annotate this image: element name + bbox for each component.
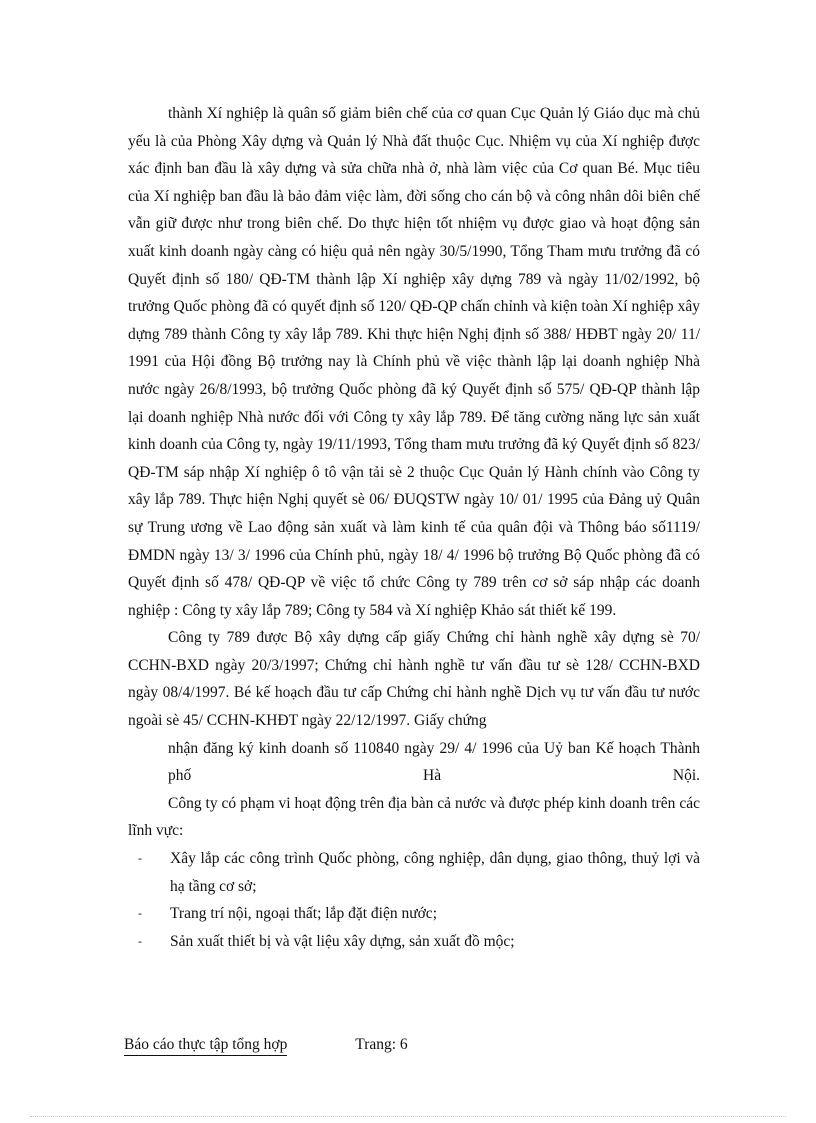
- dash-bullet-icon: -: [138, 933, 142, 948]
- paragraph-certificates: Công ty 789 được Bộ xây dựng cấp giấy Chứng chỉ hành nghề xây dựng sè 70/ CCHN-BXD ngày 20/3/1997; Chứng chỉ hành nghề tư vấn đầu tư sè 128/ CCHN-BXD ngày 08/4/1997. Bé kế hoạch đầu tư cấp Chứng chỉ hành nghề Dịch vụ tư vấn đầu tư nước ngoài sè 45/ CCHN-KHĐT ngày 22/12/1997. Giấy chứng: [128, 629, 700, 730]
- report-body: [128, 100, 700, 955]
- footer-report-title: Báo cáo thực tập tổng hợp: [124, 1036, 287, 1056]
- list-item-text: Sản xuất thiết bị và vật liệu xây dựng, sản xuất đồ mộc;: [170, 932, 515, 950]
- list-item-text: Trang trí nội, ngoại thất; lắp đặt điện nước;: [170, 905, 437, 923]
- list-item: [128, 845, 700, 900]
- page-number: Trang: 6: [355, 1036, 408, 1053]
- paragraph-scope-of-operations: Công ty có phạm vi hoạt động trên địa bàn cả nước và được phép kinh doanh trên các lĩnh vực:: [128, 794, 700, 840]
- page-footer: [124, 1036, 408, 1056]
- list-item-text: Xây lắp các công trình Quốc phòng, công nghiệp, dân dụng, giao thông, thuỷ lợi và hạ tầng cơ sở;: [170, 850, 700, 895]
- list-item: [128, 900, 700, 928]
- dash-bullet-icon: -: [138, 906, 142, 921]
- paragraph-company-history: thành Xí nghiệp là quân số giảm biên chế của cơ quan Cục Quản lý Giáo dục mà chủ yếu là của Phòng Xây dựng và Quản lý Nhà đất thuộc Cục. Nhiệm vụ của Xí nghiệp được xác định ban đầu là xây dựng và sửa chữa nhà ở, nhà làm việc của Cơ quan Bé. Mục tiêu của Xí nghiệp ban đầu là bảo đảm việc làm, đời sống cho cán bộ và công nhân dôi biên chế vẫn giữ được như trong biên chế. Do thực hiện tốt nhiệm vụ được giao và hoạt động sản xuất kinh doanh ngày càng có hiệu quả nên ngày 30/5/1990, Tổng Tham mưu trưởng đã có Quyết định số 180/ QĐ-TM thành lập Xí nghiệp xây dựng 789 và ngày 11/02/1992, bộ trưởng Quốc phòng đã có quyết định số 120/ QĐ-QP chấn chỉnh và kiện toàn Xí nghiệp xây dựng 789 thành Công ty xây lắp 789. Khi thực hiện Nghị định số 388/ HĐBT ngày 20/ 11/ 1991 của Hội đồng Bộ trưởng nay là Chính phủ về việc thành lập lại doanh nghiệp Nhà nước ngày 26/8/1993, bộ trưởng Quốc phòng đã ký Quyết định số 575/ QĐ-QP thành lập lại doanh nghiệp Nhà nước đối với Công ty xây lắp 789. Để tăng cường năng lực sản xuất kinh doanh của Công ty, ngày 19/11/1993, Tổng tham mưu trưởng đã ký Quyết định số 823/ QĐ-TM sáp nhập Xí nghiệp ô tô vận tải sè 2 thuộc Cục Quản lý Hành chính vào Công ty xây lắp 789. Thực hiện Nghị quyết sè 06/ ĐUQSTW ngày 10/ 01/ 1995 của Đảng uỷ Quân sự Trung ương về Lao động sản xuất và làm kinh tế của quân đội và Thông báo số1119/ ĐMDN ngày 13/ 3/ 1996 của Chính phủ, ngày 18/ 4/ 1996 bộ trưởng Bộ Quốc phòng đã có Quyết định số 478/ QĐ-QP về việc tổ chức Công ty 789 trên cơ sở sáp nhập các doanh nghiệp : Công ty xây lắp 789; Công ty 584 và Xí nghiệp Khảo sát thiết kế 199.: [128, 105, 700, 619]
- list-item: [128, 928, 700, 956]
- paragraph-business-registration: nhận đăng ký kinh doanh số 110840 ngày 29/ 4/ 1996 của Uỷ ban Kế hoạch Thành phố Hà Nội.: [168, 739, 700, 785]
- page-bottom-divider: [30, 1116, 786, 1117]
- business-fields-list: [128, 845, 700, 955]
- dash-bullet-icon: -: [138, 851, 142, 866]
